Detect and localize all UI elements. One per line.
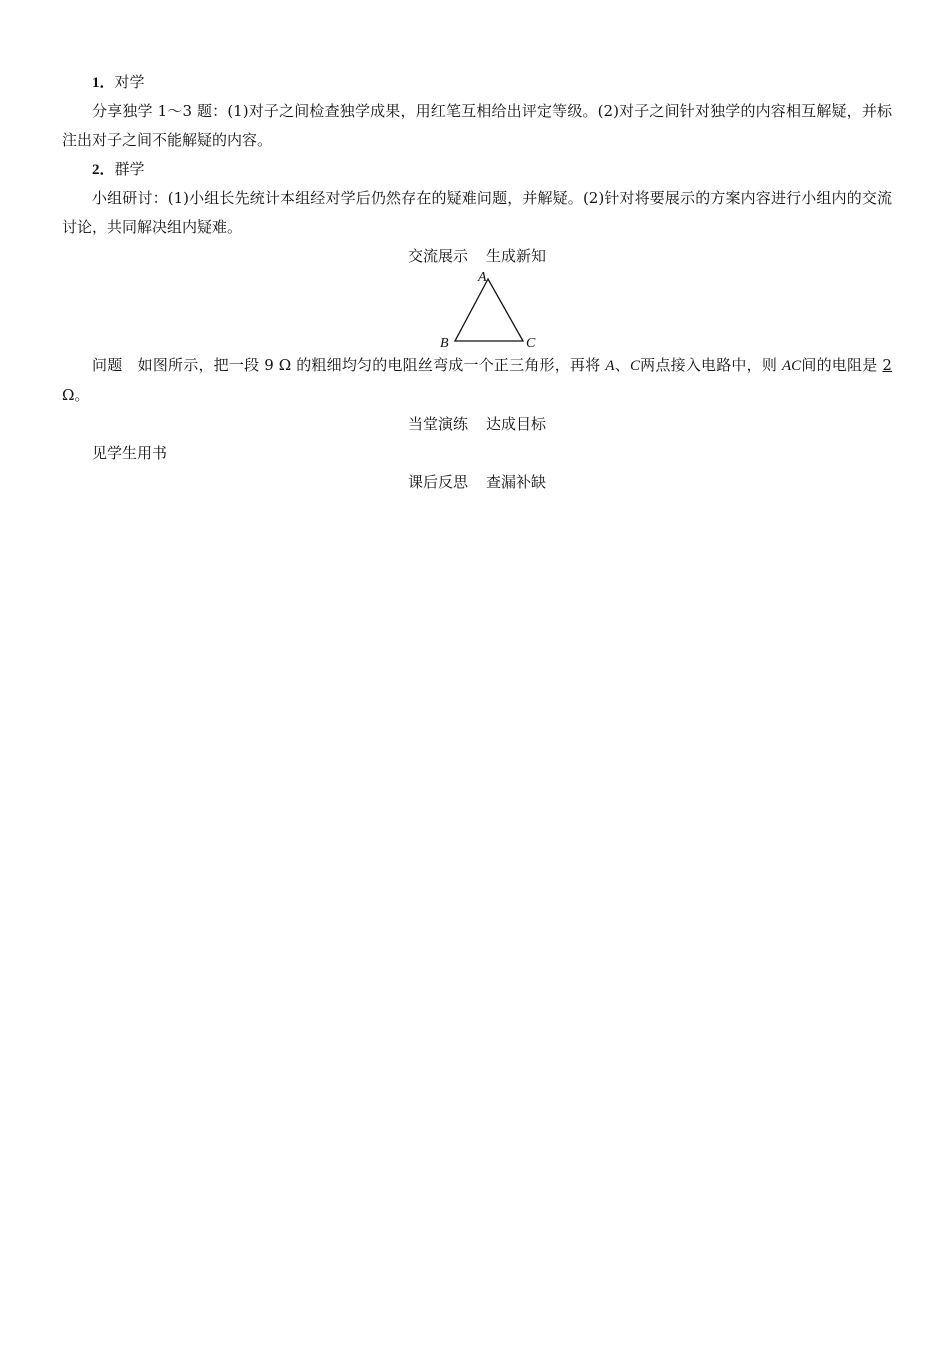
problem-point-c: C: [629, 358, 640, 374]
problem-unit: Ω。: [62, 386, 90, 404]
heading-practice-right: 达成目标: [486, 415, 547, 433]
problem-text: [62, 351, 892, 410]
problem-label: 问题: [92, 356, 123, 374]
triangle-shape: [455, 279, 523, 341]
problem-segment: AC: [782, 358, 802, 374]
heading-reflect-left: 课后反思: [407, 473, 468, 491]
problem-sep: 、: [614, 356, 630, 374]
problem-text-mid2: 间的电阻是: [801, 356, 883, 374]
heading-practice: [62, 410, 892, 439]
section1-title: 对学: [114, 73, 145, 91]
triangle-diagram: [430, 271, 540, 351]
heading-reflect: [62, 468, 892, 497]
see-book-text: 见学生用书: [92, 444, 168, 462]
section2-heading: [62, 155, 892, 184]
heading-exchange-left: 交流展示: [407, 247, 468, 265]
problem-point-a: A: [605, 358, 615, 374]
problem-answer: 2: [882, 356, 892, 374]
section1-text: 分享独学 1～3 题：(1)对子之间检查独学成果，用红笔互相给出评定等级。(2)对子之间针对独学的内容相互解疑，并标注出对子之间不能解疑的内容。: [62, 102, 892, 149]
section2-number: 2．: [92, 162, 115, 178]
vertex-c-label: C: [526, 336, 536, 351]
heading-reflect-right: 查漏补缺: [486, 473, 547, 491]
triangle-figure: [62, 271, 892, 351]
problem-text-before: 如图所示，把一段 9 Ω 的粗细均匀的电阻丝弯成一个正三角形，再将: [137, 356, 606, 374]
document-page: [62, 68, 892, 497]
section2-title: 群学: [114, 160, 145, 178]
problem-text-mid: 两点接入电路中，则: [639, 356, 783, 374]
heading-exchange-right: 生成新知: [486, 247, 547, 265]
section1-heading: [62, 68, 892, 97]
vertex-a-label: A: [478, 271, 487, 285]
section1-number: 1．: [92, 75, 115, 91]
heading-practice-left: 当堂演练: [407, 415, 468, 433]
heading-exchange: [62, 242, 892, 271]
section2-text: 小组研讨：(1)小组长先统计本组经对学后仍然存在的疑难问题，并解疑。(2)针对将要展示的方案内容进行小组内的交流讨论，共同解决组内疑难。: [62, 189, 892, 236]
vertex-b-label: B: [440, 336, 449, 351]
